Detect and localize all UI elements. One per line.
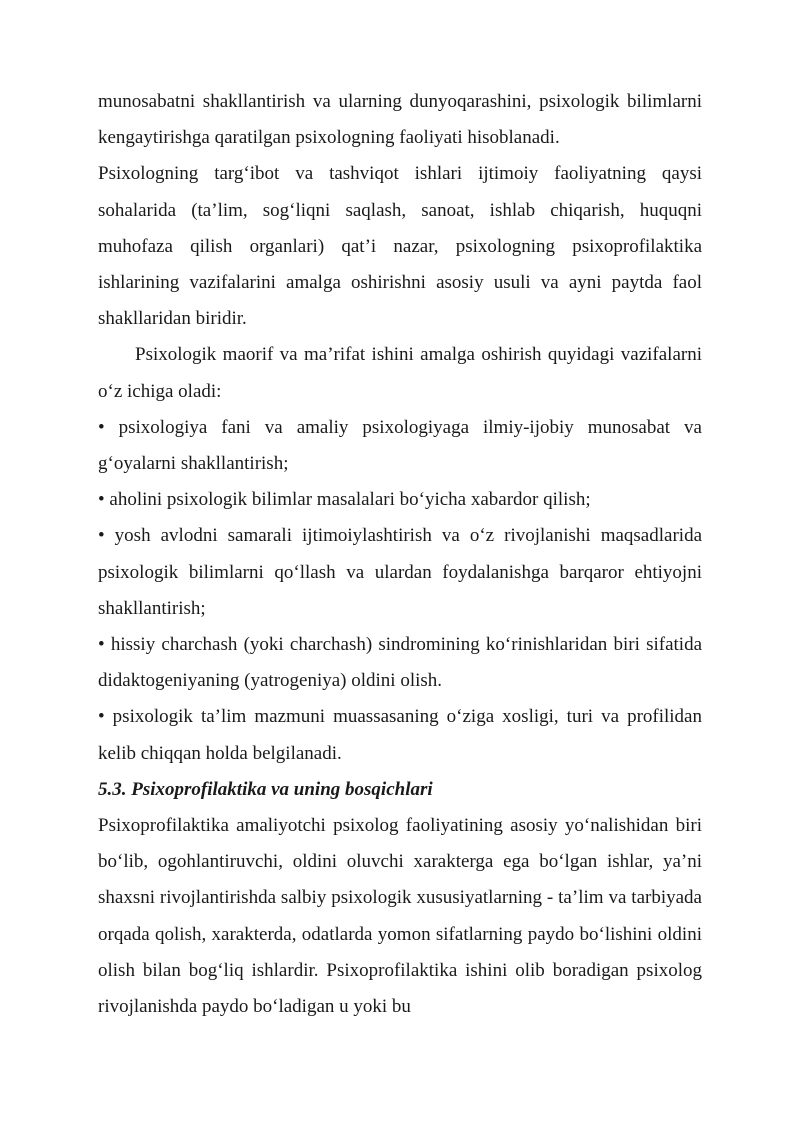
document-page: [98, 84, 702, 1025]
paragraph: Psixoprofilaktika amaliyotchi psixolog faoliyatining asosiy yo‘nalishidan biri bo‘lib, ogohlantiruvchi, oldini oluvchi xarakterga ega bo‘lgan ishlar, ya’ni shaxsni rivojlantirishda salbiy psixologik xususiyatlarning - ta’lim va tarbiyada orqada qolish, xarakterda, odatlarda yomon sifatlarning paydo bo‘lishini oldini olish bilan bog‘liq ishlardir. Psixoprofilaktika ishini olib boradigan psixolog rivojlanishda paydo bo‘ladigan u yoki bu: [98, 815, 702, 1018]
bullet-item: • aholini psixologik bilimlar masalalari bo‘yicha xabardor qilish;: [98, 489, 591, 511]
paragraph: Psixologning targ‘ibot va tashviqot ishlari ijtimoiy faoliyatning qaysi sohalarida (ta’lim, sog‘liqni saqlash, sanoat, ishlab chiqarish, huquqni muhofaza qilish organlari) qat’i nazar, psixologning psixoprofilaktika ishlarining vazifalarini amalga oshirishni asosiy usuli va ayni paytda faol shakllaridan biridir.: [98, 163, 702, 330]
bullet-item: • yosh avlodni samarali ijtimoiylashtirish va o‘z rivojlanishi maqsadlarida psixologik bilimlarni qo‘llash va ulardan foydalanishga barqaror ehtiyojni shakllantirish;: [98, 525, 702, 619]
paragraph: Psixologik maorif va ma’rifat ishini amalga oshirish quyidagi vazifalarni o‘z ichiga oladi:: [98, 344, 702, 402]
bullet-item: • hissiy charchash (yoki charchash) sindromining ko‘rinishlaridan biri sifatida didaktogeniyaning (yatrogeniya) oldini olish.: [98, 634, 702, 692]
paragraph: munosabatni shakllantirish va ularning dunyoqarashini, psixologik bilimlarni kengaytirishga qaratilgan psixologning faoliyati hisoblanadi.: [98, 91, 702, 149]
bullet-item: • psixologik ta’lim mazmuni muassasaning o‘ziga xosligi, turi va profilidan kelib chiqqan holda belgilanadi.: [98, 706, 702, 764]
section-heading: 5.3. Psixoprofilaktika va uning bosqichlari: [98, 778, 433, 800]
bullet-item: • psixologiya fani va amaliy psixologiyaga ilmiy-ijobiy munosabat va g‘oyalarni shakllantirish;: [98, 416, 702, 475]
